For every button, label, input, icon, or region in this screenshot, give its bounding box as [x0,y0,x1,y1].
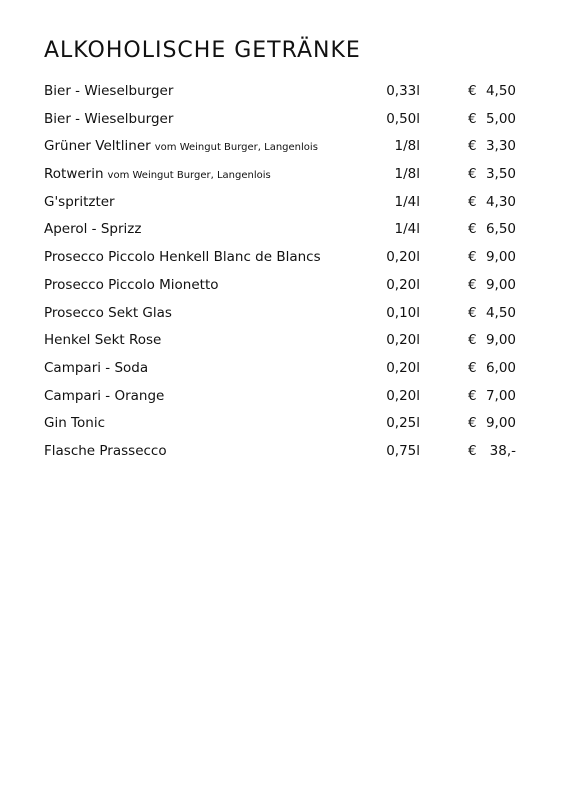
item-name [44,78,173,106]
item-name [44,216,141,244]
item-size: 1/8l [394,138,420,155]
currency-symbol: € [468,332,477,349]
item-name [44,327,161,355]
item-name-text: Campari - Soda [44,359,149,376]
item-name-text: G'spritzter [44,193,115,210]
item-name [44,355,148,383]
item-size: 0,10l [386,304,420,321]
item-size: 0,75l [386,442,420,459]
item-price: 4,50 [485,304,516,321]
currency-symbol: € [468,138,477,155]
item-price: 3,30 [485,138,516,155]
item-price: 6,00 [485,359,516,376]
item-name-text: Henkel Sekt Rose [44,332,162,349]
list-item [44,300,524,328]
currency-symbol: € [468,221,477,238]
item-price: 4,30 [485,193,516,210]
item-name [44,272,219,300]
currency-symbol: € [468,110,477,127]
item-size: 1/8l [394,166,420,183]
list-item [44,272,524,300]
currency-symbol: € [468,276,477,293]
currency-symbol: € [468,83,477,99]
item-size: 1/4l [394,221,420,238]
list-item [44,244,524,272]
drinks-list [44,78,524,466]
item-size: 0,20l [386,276,420,293]
item-note: vom Weingut Burger, Langenlois [154,142,318,154]
list-item [44,438,524,466]
item-name [44,244,321,272]
item-price: 9,00 [485,276,516,293]
item-size: 0,33l [386,83,420,99]
item-name [44,300,172,328]
currency-symbol: € [468,442,477,459]
currency-symbol: € [468,415,477,432]
item-price: 9,00 [485,415,516,432]
list-item [44,355,524,383]
item-size: 0,20l [386,387,420,404]
item-name [44,438,167,466]
item-name [44,410,105,438]
item-size: 0,20l [386,359,420,376]
item-size: 1/4l [394,193,420,210]
currency-symbol: € [468,166,477,183]
list-item [44,410,524,438]
list-item [44,189,524,217]
item-name [44,189,115,217]
item-size: 0,20l [386,249,420,266]
item-size: 0,50l [386,110,420,127]
list-item [44,161,524,189]
item-price: 9,00 [485,249,516,266]
item-name-text: Grüner Veltliner [44,138,151,155]
list-item [44,216,524,244]
item-price: 4,50 [485,83,516,99]
currency-symbol: € [468,359,477,376]
item-name-text: Bier - Wieselburger [44,110,174,127]
item-name [44,161,271,190]
item-price: 5,00 [485,110,516,127]
item-price: 38,- [489,442,516,459]
item-size: 0,25l [386,415,420,432]
item-name-text: Aperol - Sprizz [44,221,142,238]
item-price: 9,00 [485,332,516,349]
item-name-text: Rotwerin [44,166,104,183]
currency-symbol: € [468,193,477,210]
item-price: 3,50 [485,166,516,183]
item-name-text: Prosecco Piccolo Mionetto [44,276,219,293]
item-name [44,106,173,134]
item-name [44,133,318,162]
item-name-text: Gin Tonic [44,415,106,432]
item-name-text: Prosecco Piccolo Henkell Blanc de Blancs [44,249,321,266]
item-price: 6,50 [485,221,516,238]
list-item [44,133,524,161]
list-item [44,327,524,355]
list-item [44,78,524,106]
page-title: ALKOHOLISCHE GETRÄNKE [44,38,361,63]
item-name-text: Bier - Wieselburger [44,83,174,99]
currency-symbol: € [468,387,477,404]
item-size: 0,20l [386,332,420,349]
item-name-text: Prosecco Sekt Glas [44,304,172,321]
currency-symbol: € [468,304,477,321]
item-name-text: Flasche Prassecco [44,442,167,459]
list-item [44,383,524,411]
item-note: vom Weingut Burger, Langenlois [107,170,271,182]
item-name-text: Campari - Orange [44,387,165,404]
list-item [44,106,524,134]
currency-symbol: € [468,249,477,266]
item-price: 7,00 [485,387,516,404]
item-name [44,383,164,411]
